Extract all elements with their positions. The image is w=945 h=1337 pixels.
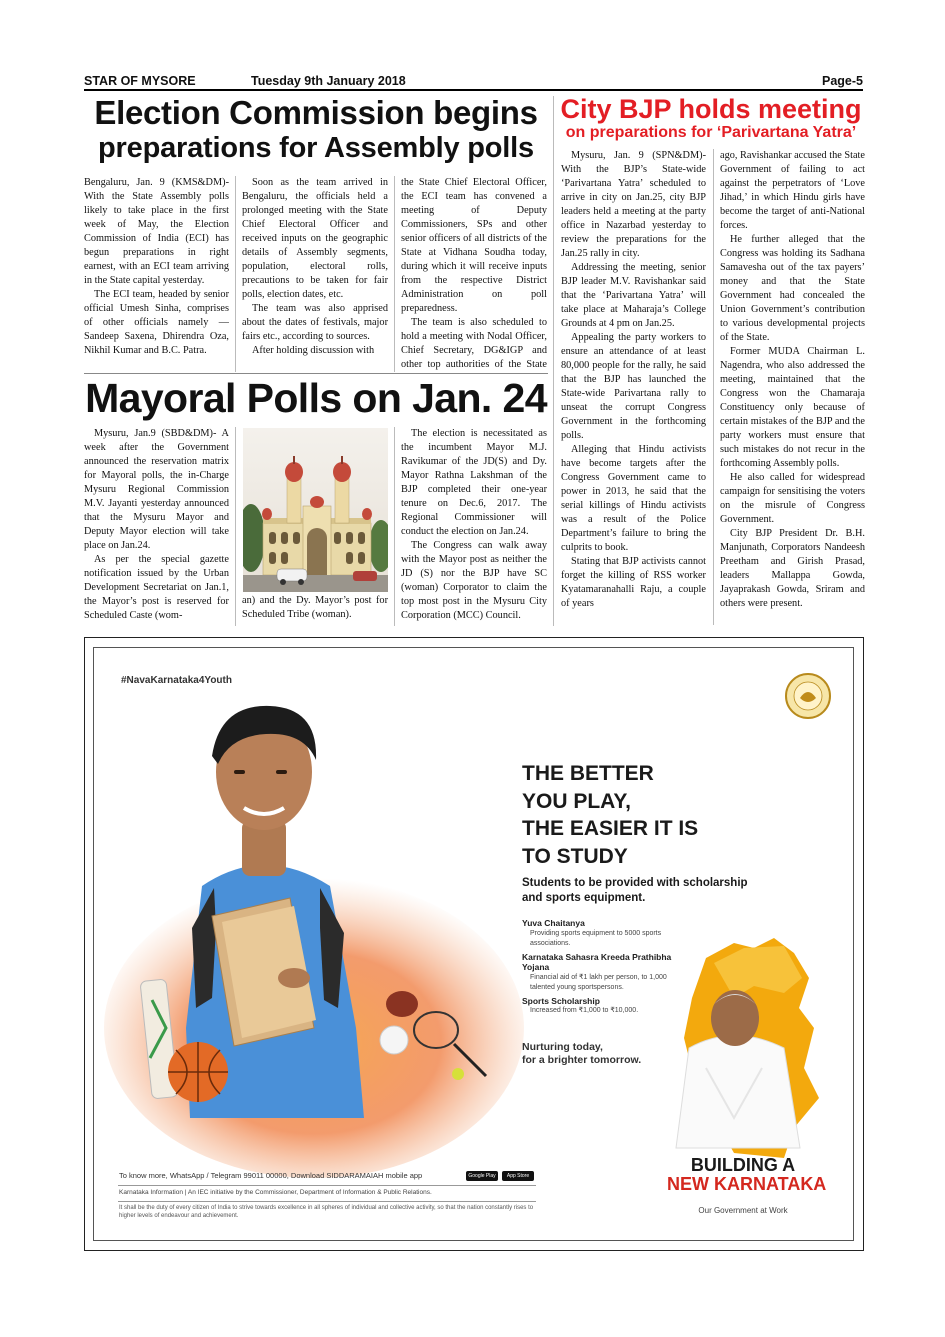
scheme-desc: Financial aid of ₹1 lakh per person, to 1,000 talented young sportspersons. — [530, 973, 667, 991]
building-line2: NEW KARNATAKA — [667, 1174, 827, 1194]
ad-artwork — [94, 648, 854, 1241]
paragraph: Soon as the team arrived in Bengaluru, the officials held a prolonged meeting with the State Chief Electoral Officer and received inputs on the geographic details of Assembly segments, population, electoral rolls, precautions to be taken for fair polls, election dates, etc. — [242, 177, 388, 300]
scheme-title: Karnataka Sahasra Kreeda Prathibha Yojana — [522, 951, 672, 972]
scheme-list — [522, 918, 692, 1019]
paragraph: The ECI team, headed by senior official Umesh Sinha, comprises of other officials namely — Sandeep Saxena, Dhirendra Oza, Nikhil Kumar and B.C. Patra. — [84, 289, 229, 356]
paragraph: The election is necessitated as the incumbent Mayor M.J. Ravikumar of the JD(S) and Dy. Mayor Rathna Lakshman of the BJP completed their one-year tenure on Dec.6, 2017. The Regional Commissioner will conduct the election on Jan.24. — [401, 428, 547, 537]
bjp-subheadline: on preparations for ‘Parivartana Yatra’ — [565, 124, 857, 141]
ad-subhead — [522, 876, 748, 906]
paragraph: He also called for widespread campaign for sensitising the voters on the misrule of Congress Government. — [720, 472, 865, 525]
ad-tagline-line: Nurturing today, — [522, 1041, 603, 1053]
building-karnataka-logo — [667, 1155, 827, 1194]
scheme-desc: Providing sports equipment to 5000 sports associations. — [530, 929, 662, 947]
paragraph: He further alleged that the Congress was holding its Sadhana Samavesha out of the tax payers’ money and that the State Government had concealed the Union Government’s contribution to various developmental projects of the State. — [720, 234, 865, 343]
paragraph: ago, Ravishankar accused the State Government of failing to act against the perpetrators of ‘Love Jihad,’ in which Hindu girls have become the target of anti-National forces. — [720, 150, 865, 231]
paragraph: Alleging that Hindu activists have become targets after the Congress Government came to power in 2013, he said that the serial killings of Hindu activists was a result of the Police Department’s failure to bring the culprits to book. — [561, 444, 706, 553]
paragraph: Stating that BJP activists cannot forget the killing of RSS worker Kyatamaranahalli Raju, a couple of years — [561, 556, 706, 609]
google-play-badge: Google Play — [466, 1171, 498, 1181]
paragraph: As per the special gazette notification issued by the Urban Development Secretariat on Jan.1, the Mayor’s post is reserved for Scheduled Caste (wom- — [84, 554, 229, 621]
paragraph: Appealing the party workers to ensure an attendance of at least 80,000 people for the rally, he said that the BJP has launched the State-wide Parivartana rally to unseat the corrupt Congress Government in the forthcoming polls. — [561, 332, 706, 441]
ad-subhead-line: Students to be provided with scholarship — [522, 877, 748, 889]
column-rule — [553, 96, 554, 626]
advertisement — [93, 647, 854, 1241]
paragraph: Mysuru, Jan. 9 (SPN&DM)- With the BJP’s State-wide ‘Parivartana Yatra’ scheduled to arrive in city on Jan.25, city BJP leaders held a meeting at the party office in Nazarbad yesterday to review the preparations for the Jan.25 rally in city. — [561, 150, 706, 259]
page-number: Page-5 — [822, 74, 863, 88]
scheme-title: Yuva Chaitanya — [522, 918, 585, 928]
scheme-item — [522, 918, 692, 949]
scheme-item — [522, 996, 692, 1017]
ec-headline-line2: preparations for Assembly polls — [98, 132, 534, 164]
scheme-title: Sports Scholarship — [522, 995, 600, 1006]
paragraph: The Congress can walk away with the Mayor post as neither the JD (S) nor the BJP have SC (woman) Corporator to claim the top most post in the Mysuru City Corporation (MCC) Council. — [401, 540, 547, 621]
city-corporation-building-photo — [243, 428, 388, 592]
ad-headline-line: YOU PLAY, — [522, 789, 631, 813]
mayor-column-2 — [242, 594, 388, 626]
scheme-desc: Increased from ₹1,000 to ₹10,000. — [530, 1007, 639, 1014]
ad-divider — [118, 1185, 536, 1186]
column-rule — [235, 176, 236, 372]
paragraph: After holding discussion with — [252, 345, 375, 356]
ec-column-2 — [242, 176, 388, 372]
building-line1: BUILDING A — [690, 1155, 796, 1175]
paragraph: Former MUDA Chairman L. Nagendra, who also addressed the meeting, maintained that the Congress won the Chamaraja Constituency only because of certain mistakes of the BJP and the party workers must ensure that such mistakes do not recur in the forthcoming Assembly polls. — [720, 346, 865, 469]
paragraph: The team was also apprised about the dates of festivals, major fairs etc., according to sources. — [242, 303, 388, 342]
ad-divider — [118, 1201, 536, 1202]
paragraph: Mysuru, Jan.9 (SBD&DM)- A week after the Government announced the reservation matrix for Mayoral polls, the in-Charge Mysuru Regional Commission M.V. Jayanti yesterday announced that the Mysuru Mayor and Deputy Mayor election will take place on Jan.24. — [84, 428, 229, 551]
bjp-column-1 — [561, 149, 706, 625]
paragraph: Addressing the meeting, senior BJP leader M.V. Ravishankar said that the ‘Parivartana Yatra’ will take place at Maharaja’s College Grounds at 4 pm on Jan.25. — [561, 262, 706, 329]
column-rule — [235, 427, 236, 626]
mayor-column-1 — [84, 427, 229, 625]
app-store-badge: App Store — [502, 1171, 534, 1181]
ad-tagline-line: for a brighter tomorrow. — [522, 1054, 642, 1066]
issue-date: Tuesday 9th January 2018 — [251, 74, 406, 88]
ad-headline-line: THE BETTER — [522, 762, 654, 785]
ec-column-1 — [84, 176, 229, 372]
ad-tagline — [522, 1041, 641, 1067]
masthead — [84, 73, 863, 91]
column-rule — [713, 149, 714, 625]
paragraph: the State Chief Electoral Officer, the ECI team has convened a meeting of Deputy Commissioners, SPs and other senior officers of all districts of the State at Vidhana Soudha today, during which it will receive inputs from the respective District Administration on poll preparedness. — [401, 177, 547, 314]
story-divider — [84, 373, 548, 374]
ad-duty-statement: It shall be the duty of every citizen of India to strive towards excellence in all spheres of individual and collective activity, so that the nation constantly rises to higher levels of endeavour and achievement. — [119, 1205, 534, 1219]
our-government-tagline: Our Government at Work — [698, 1206, 788, 1215]
newspaper-name: STAR OF MYSORE — [84, 74, 196, 88]
ad-headline-line: THE EASIER IT IS — [522, 817, 699, 840]
ad-headline-line: TO STUDY — [522, 844, 628, 868]
paragraph: Bengaluru, Jan. 9 (KMS&DM)- With the State Assembly polls likely to take place in the first week of May, the Election Commission of India (ECI) has begun preparations in right earnest, with an ECI team arriving in the State capital yesterday. — [84, 177, 229, 286]
mayor-headline: Mayoral Polls on Jan. 24 — [85, 375, 547, 421]
ec-column-3 — [401, 176, 547, 372]
ad-contact-line: To know more, WhatsApp / Telegram 99011 00000, Download SIDDARAMAIAH mobile app — [119, 1171, 423, 1180]
bjp-headline: City BJP holds meeting — [560, 94, 862, 124]
ad-info-line: Karnataka Information | An IEC initiative by the Commissioner, Department of Information & Public Relations. — [119, 1189, 432, 1196]
ad-subhead-line: and sports equipment. — [522, 892, 646, 904]
scheme-item — [522, 952, 692, 993]
paragraph: The team is also scheduled to hold a meeting with Nodal Officer, Chief Secretary, DG&IGP and other top authorities of the State — [401, 317, 547, 370]
bjp-column-2 — [720, 149, 865, 625]
column-rule — [394, 176, 395, 372]
paragraph: City BJP President Dr. B.H. Manjunath, Corporators Nandeesh Preetham and Girish Prasad, leaders Mallappa Gowda, Jayaprakash Gowda, Sriram and others were present. — [720, 528, 865, 609]
mayor-column-3 — [401, 427, 547, 625]
ad-headline — [522, 760, 698, 870]
column-rule — [394, 427, 395, 626]
ec-headline-line1: Election Commission begins — [94, 94, 538, 131]
paragraph: an) and the Dy. Mayor’s post for Scheduled Tribe (woman). — [242, 595, 388, 620]
ad-hashtag: #NavaKarnataka4Youth — [121, 675, 232, 686]
